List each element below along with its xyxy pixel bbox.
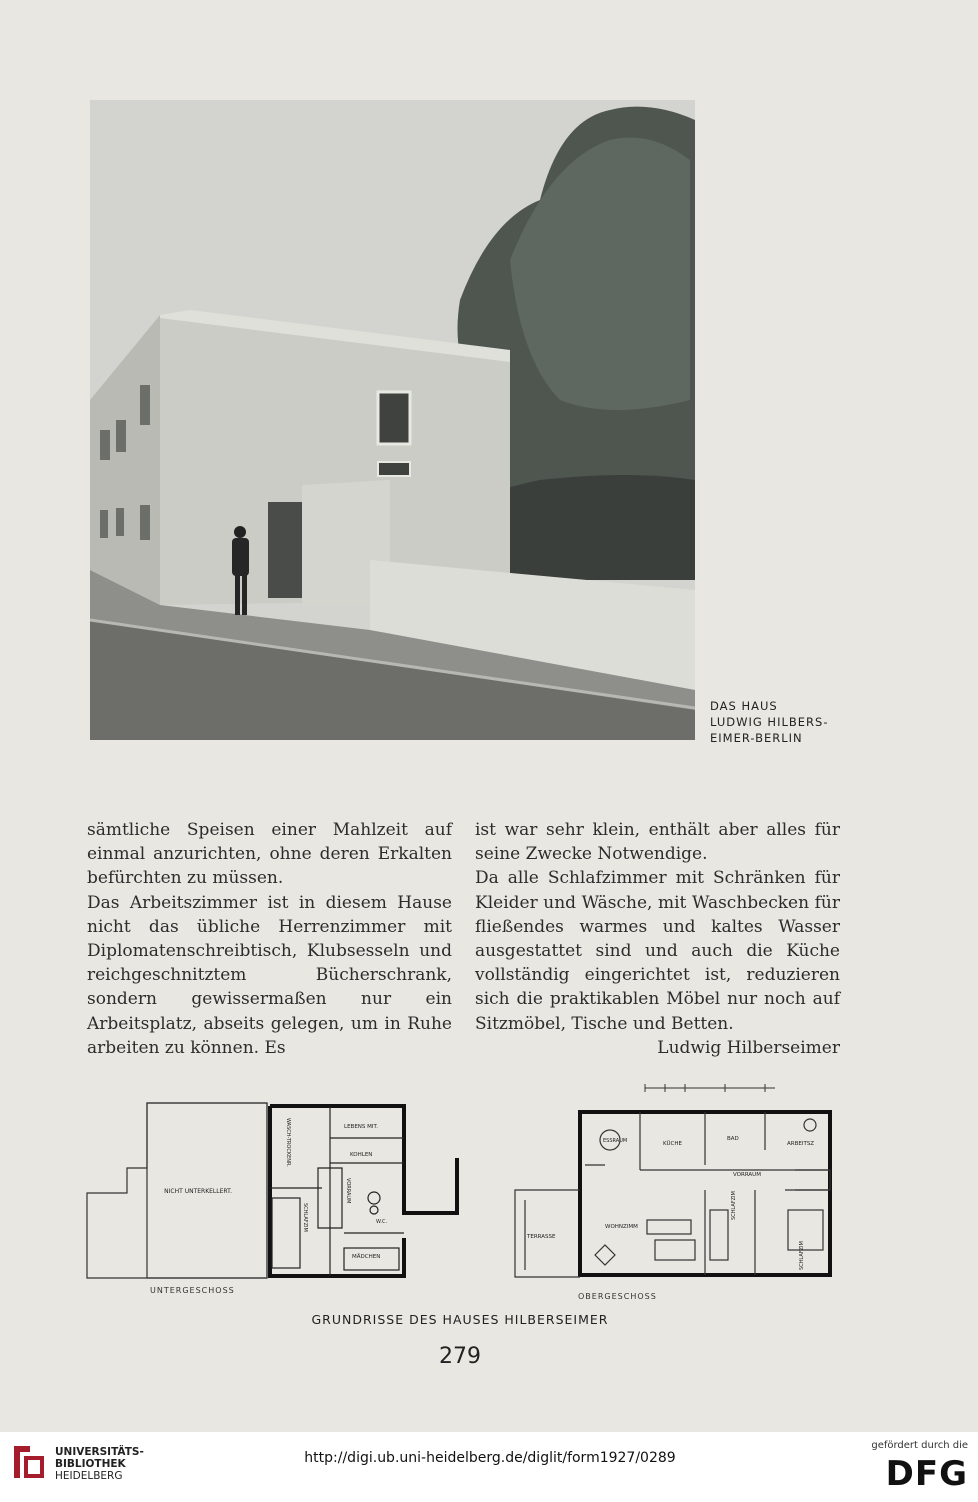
- plan-label-obergeschoss: OBERGESCHOSS: [578, 1292, 657, 1301]
- room-essraum: ESSRAUM: [603, 1138, 628, 1144]
- caption-line-2: LUDWIG HILBERS-: [710, 715, 829, 729]
- house-photo: [90, 100, 695, 740]
- room-maedchen: MÄDCHEN: [352, 1254, 381, 1260]
- room-schlafzimmer-2: SCHLAFZIM: [799, 1241, 805, 1270]
- floor-plan-basement: [82, 1098, 467, 1298]
- caption-line-3: EIMER-BERLIN: [710, 731, 803, 745]
- text-column-left: [87, 818, 452, 1060]
- room-lebensmittel: LEBENS MIT.: [344, 1124, 378, 1130]
- source-url-link[interactable]: http://digi.ub.uni-heidelberg.de/diglit/form1927/0289: [304, 1450, 676, 1466]
- dfg-logo: DFG: [885, 1454, 968, 1494]
- room-nicht-unterkellert: NICHT UNTERKELLERT.: [164, 1188, 232, 1195]
- room-wc: W.C.: [376, 1219, 388, 1225]
- library-line-3: HEIDELBERG: [55, 1470, 123, 1482]
- caption-line-1: DAS HAUS: [710, 699, 778, 713]
- room-terrasse: TERRASSE: [527, 1234, 556, 1240]
- library-name: [55, 1446, 144, 1482]
- text-column-right: [475, 818, 840, 1060]
- room-schlafzimmer-1: SCHLAFZIM: [731, 1191, 737, 1220]
- room-kueche: KÜCHE: [663, 1141, 682, 1147]
- page-number: 279: [439, 1344, 481, 1369]
- plan-label-untergeschoss: UNTERGESCHOSS: [150, 1286, 235, 1295]
- photo-caption: [710, 698, 870, 746]
- author-signature: Ludwig Hilberseimer: [657, 1037, 840, 1058]
- footer-bar: [0, 1432, 978, 1502]
- paragraph: sämtliche Speisen einer Mahlzeit auf einmal anzurichten, ohne deren Erkalten befürchten zu müssen.: [87, 820, 452, 889]
- room-vorraum-upper: VORRAUM: [733, 1172, 761, 1178]
- room-waschkueche: WASCH-TROCKENR.: [285, 1118, 291, 1167]
- room-wohnzimmer: WOHNZIMM: [605, 1224, 638, 1230]
- room-vorraum: VORRAUM: [345, 1178, 351, 1204]
- floor-plan-upper: [505, 1080, 850, 1302]
- room-schlafzimmer: SCHLAFZIM: [302, 1203, 308, 1232]
- library-logo-icon: [10, 1442, 48, 1486]
- paragraph: Das Arbeitszimmer ist in diesem Hause nicht das übliche Herrenzimmer mit Diplomatenschreibtisch, Klubsesseln und reichgeschnitztem Bücherschrank, sondern gewissermaßen nur ein Arbeitsplatz, abseits gelegen, um in Ruhe arbeiten zu können. Es: [87, 892, 452, 1058]
- room-kohlen: KOHLEN: [350, 1152, 373, 1158]
- room-arbeitszimmer: ARBEITSZ: [787, 1141, 815, 1147]
- room-bad: BAD: [727, 1136, 739, 1142]
- plans-title: GRUNDRISSE DES HAUSES HILBERSEIMER: [311, 1312, 609, 1327]
- paragraph: ist war sehr klein, enthält aber alles für seine Zwecke Notwendige.: [475, 820, 840, 865]
- paragraph: Da alle Schlafzimmer mit Schränken für Kleider und Wäsche, mit Waschbecken für fließendes warmes und kaltes Wasser ausgestattet sind und auch die Küche vollständig eingerichtet ist, reduzieren sich die praktikablen Möbel nur noch auf Sitzmöbel, Tische und Betten.: [475, 868, 840, 1034]
- funded-by-text: gefördert durch die: [871, 1440, 968, 1451]
- library-line-1: UNIVERSITÄTS-: [55, 1446, 144, 1458]
- library-line-2: BIBLIOTHEK: [55, 1458, 126, 1470]
